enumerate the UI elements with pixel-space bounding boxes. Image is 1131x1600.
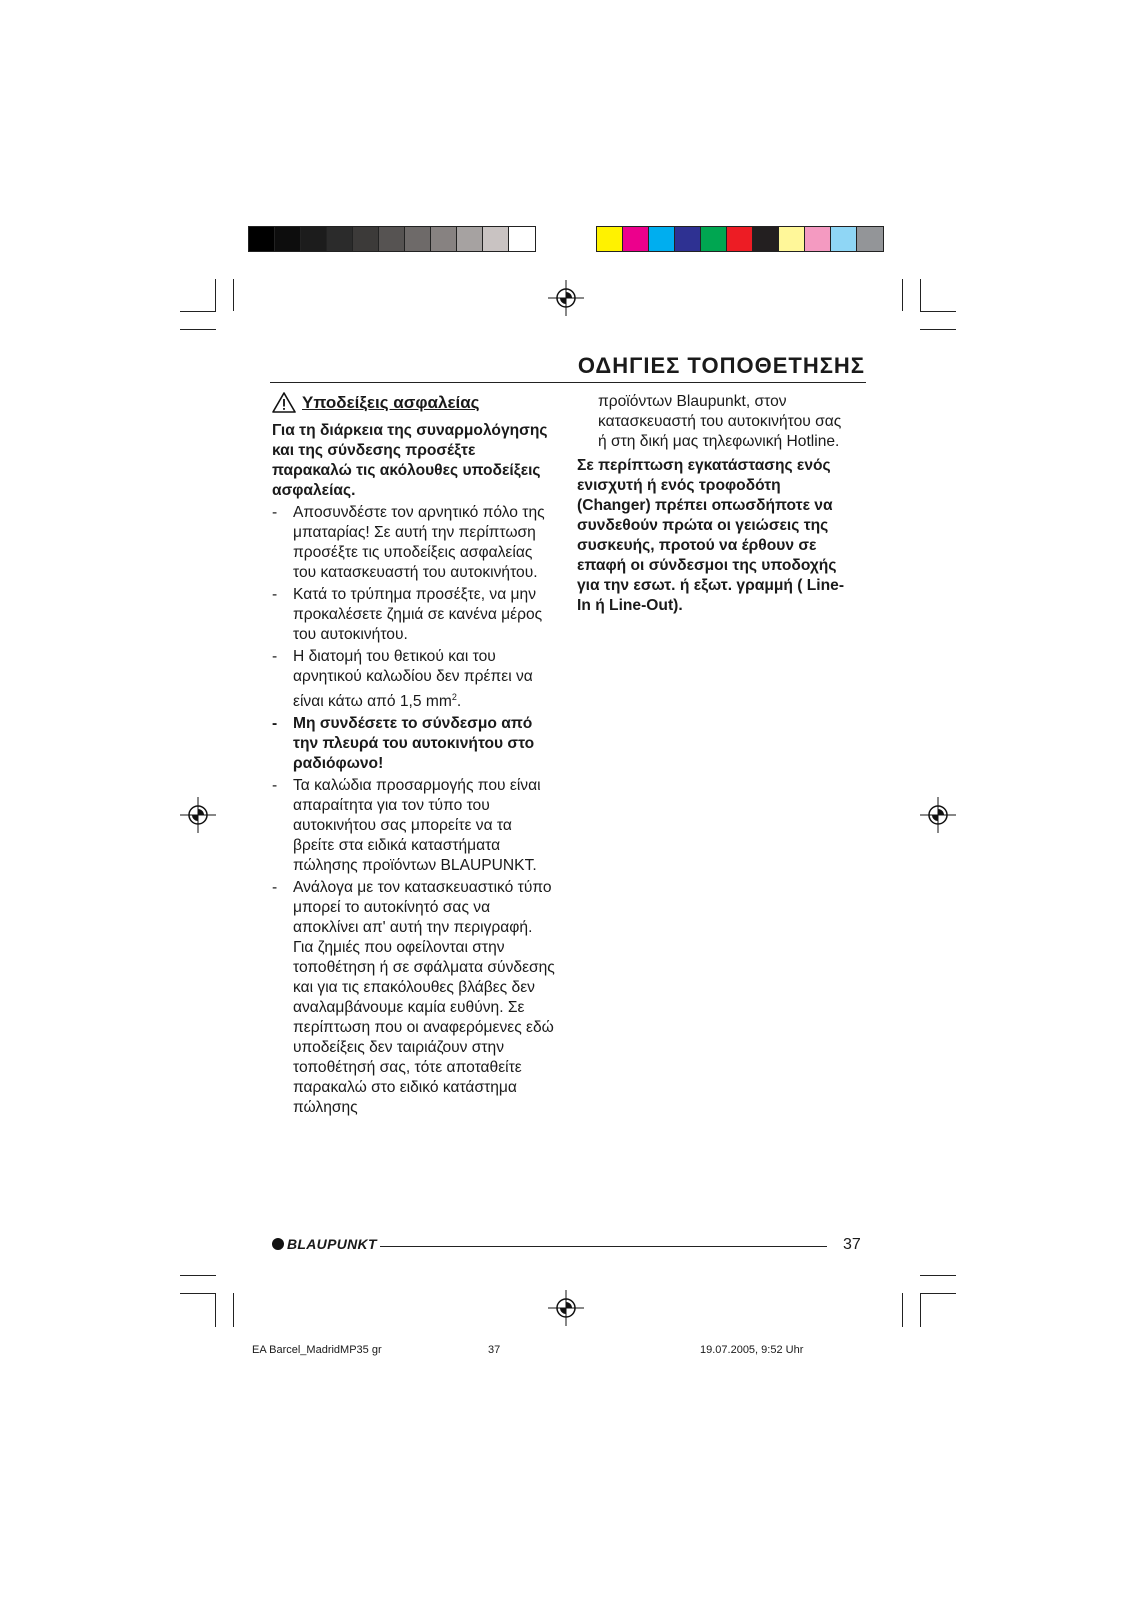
list-item: - Τα καλώδια προσαρμογής που είναι απαραίτητα για τον τύπο του αυτοκινήτου σας μπορείτε να τα βρείτε στα ειδικά καταστήματα πώλησης προϊόντων BLAUPUNKT. — [272, 776, 557, 876]
safety-heading-text: Υποδείξεις ασφαλείας — [302, 392, 480, 412]
gray-swatch — [431, 227, 457, 251]
crop-mark — [902, 1293, 903, 1327]
color-swatch — [753, 227, 779, 251]
gray-swatch — [249, 227, 275, 251]
list-item: - Αποσυνδέστε τον αρνητικό πόλο της μπαταρίας! Σε αυτή την περίπτωση προσέξτε τις υποδείξεις ασφαλείας του κατασκευαστή του αυτοκινήτου. — [272, 503, 557, 583]
gray-swatch — [483, 227, 509, 251]
color-swatch — [805, 227, 831, 251]
gray-swatch — [301, 227, 327, 251]
registration-mark-icon — [180, 797, 216, 833]
registration-mark-icon — [920, 797, 956, 833]
gray-swatch — [379, 227, 405, 251]
safety-heading — [272, 392, 557, 413]
installation-note: Σε περίπτωση εγκατάστασης ενός ενισχυτή ή ενός τροφοδότη (Changer) πρέπει οπωσδήποτε να συνδεθούν πρώτα οι γειώσεις της συσκευής, προτού να έρθουν σε επαφή οι σύνδεσμοι της υποδοχής για την εσωτ. ή εξωτ. γραμμή ( Line-In ή Line-Out). — [577, 457, 845, 614]
color-bar — [596, 226, 884, 252]
page-title: ΟΔΗΓΙΕΣ ΤΟΠΟΘΕΤΗΣΗΣ — [577, 353, 865, 378]
list-item: - Η διατομή του θετικού και του αρνητικού καλωδίου δεν πρέπει να είναι κάτω από 1,5 $mm^2$. — [272, 647, 557, 712]
print-timestamp: 19.07.2005, 9:52 Uhr — [700, 1344, 804, 1356]
list-item: - Κατά το τρύπημα προσέξτε, να μην προκαλέσετε ζημιά σε κανένα μέρος του αυτοκινήτου. — [272, 585, 557, 645]
crop-mark — [180, 311, 216, 312]
footer-rule — [380, 1246, 827, 1247]
crop-mark — [920, 329, 956, 330]
print-page-number: 37 — [488, 1344, 501, 1356]
list-item: - Ανάλογα με τον κατασκευαστικό τύπο μπορεί το αυτοκίνητό σας να αποκλίνει απ' αυτή την περιγραφή. Για ζημιές που οφείλονται στην τοποθέτηση ή σε σφάλματα σύνδεσης και για τις επακόλουθες βλάβες δεν αναλαμβάνουμε καμία ευθύνη. Σε περίπτωση που οι αναφερόμενες εδώ υποδείξεις δεν ταιριάζουν στην τοποθέτησή σας, τότε αποταθείτε παρακαλώ στο ειδικό κατάστημα πώλησης — [272, 878, 557, 1118]
crop-mark — [902, 279, 903, 311]
color-swatch — [597, 227, 623, 251]
page-number: 37 — [843, 1236, 861, 1253]
crop-mark — [180, 1275, 216, 1276]
brand-name: BLAUPUNKT — [287, 1236, 377, 1252]
gray-swatch — [405, 227, 431, 251]
print-file-name: EA Barcel_MadridMP35 gr — [252, 1344, 382, 1356]
gray-swatch — [457, 227, 483, 251]
crop-mark — [920, 311, 956, 312]
gray-swatch — [275, 227, 301, 251]
crop-mark — [180, 1293, 216, 1294]
color-swatch — [623, 227, 649, 251]
brand-logo — [272, 1236, 377, 1252]
crop-mark — [215, 1293, 216, 1327]
color-swatch — [649, 227, 675, 251]
right-column — [577, 392, 852, 616]
color-swatch — [831, 227, 857, 251]
gray-swatch — [353, 227, 379, 251]
crop-mark — [920, 1275, 956, 1276]
safety-list — [272, 503, 557, 1118]
continuation-text: προϊόντων Blaupunkt, στον κατασκευαστή του αυτοκινήτου σας ή στη δική μας τηλεφωνική Hotline. — [598, 393, 842, 450]
registration-mark-icon — [548, 280, 584, 316]
superscript-2: 2 — [451, 692, 457, 702]
crop-mark — [180, 329, 216, 330]
grayscale-bar — [248, 226, 536, 252]
color-swatch — [675, 227, 701, 251]
crop-mark — [920, 279, 921, 311]
color-swatch — [727, 227, 753, 251]
gray-swatch — [509, 227, 535, 251]
registration-mark-icon — [548, 1290, 584, 1326]
crop-mark — [920, 1293, 921, 1327]
crop-mark — [920, 1293, 956, 1294]
left-column — [272, 392, 557, 1118]
list-item: - Μη συνδέσετε το σύνδεσμο από την πλευρά του αυτοκινήτου στο ραδιόφωνο! — [272, 714, 557, 774]
crop-mark — [233, 279, 234, 311]
color-swatch — [779, 227, 805, 251]
crop-mark — [215, 279, 216, 311]
warning-icon — [272, 392, 296, 413]
color-swatch — [857, 227, 883, 251]
gray-swatch — [327, 227, 353, 251]
color-swatch — [701, 227, 727, 251]
header-rule — [270, 382, 866, 383]
crop-mark — [233, 1293, 234, 1327]
safety-intro: Για τη διάρκεια της συναρμολόγησης και της σύνδεσης προσέξτε παρακαλώ τις ακόλουθες υποδείξεις ασφαλείας. — [272, 422, 548, 499]
logo-dot-icon — [272, 1238, 284, 1250]
